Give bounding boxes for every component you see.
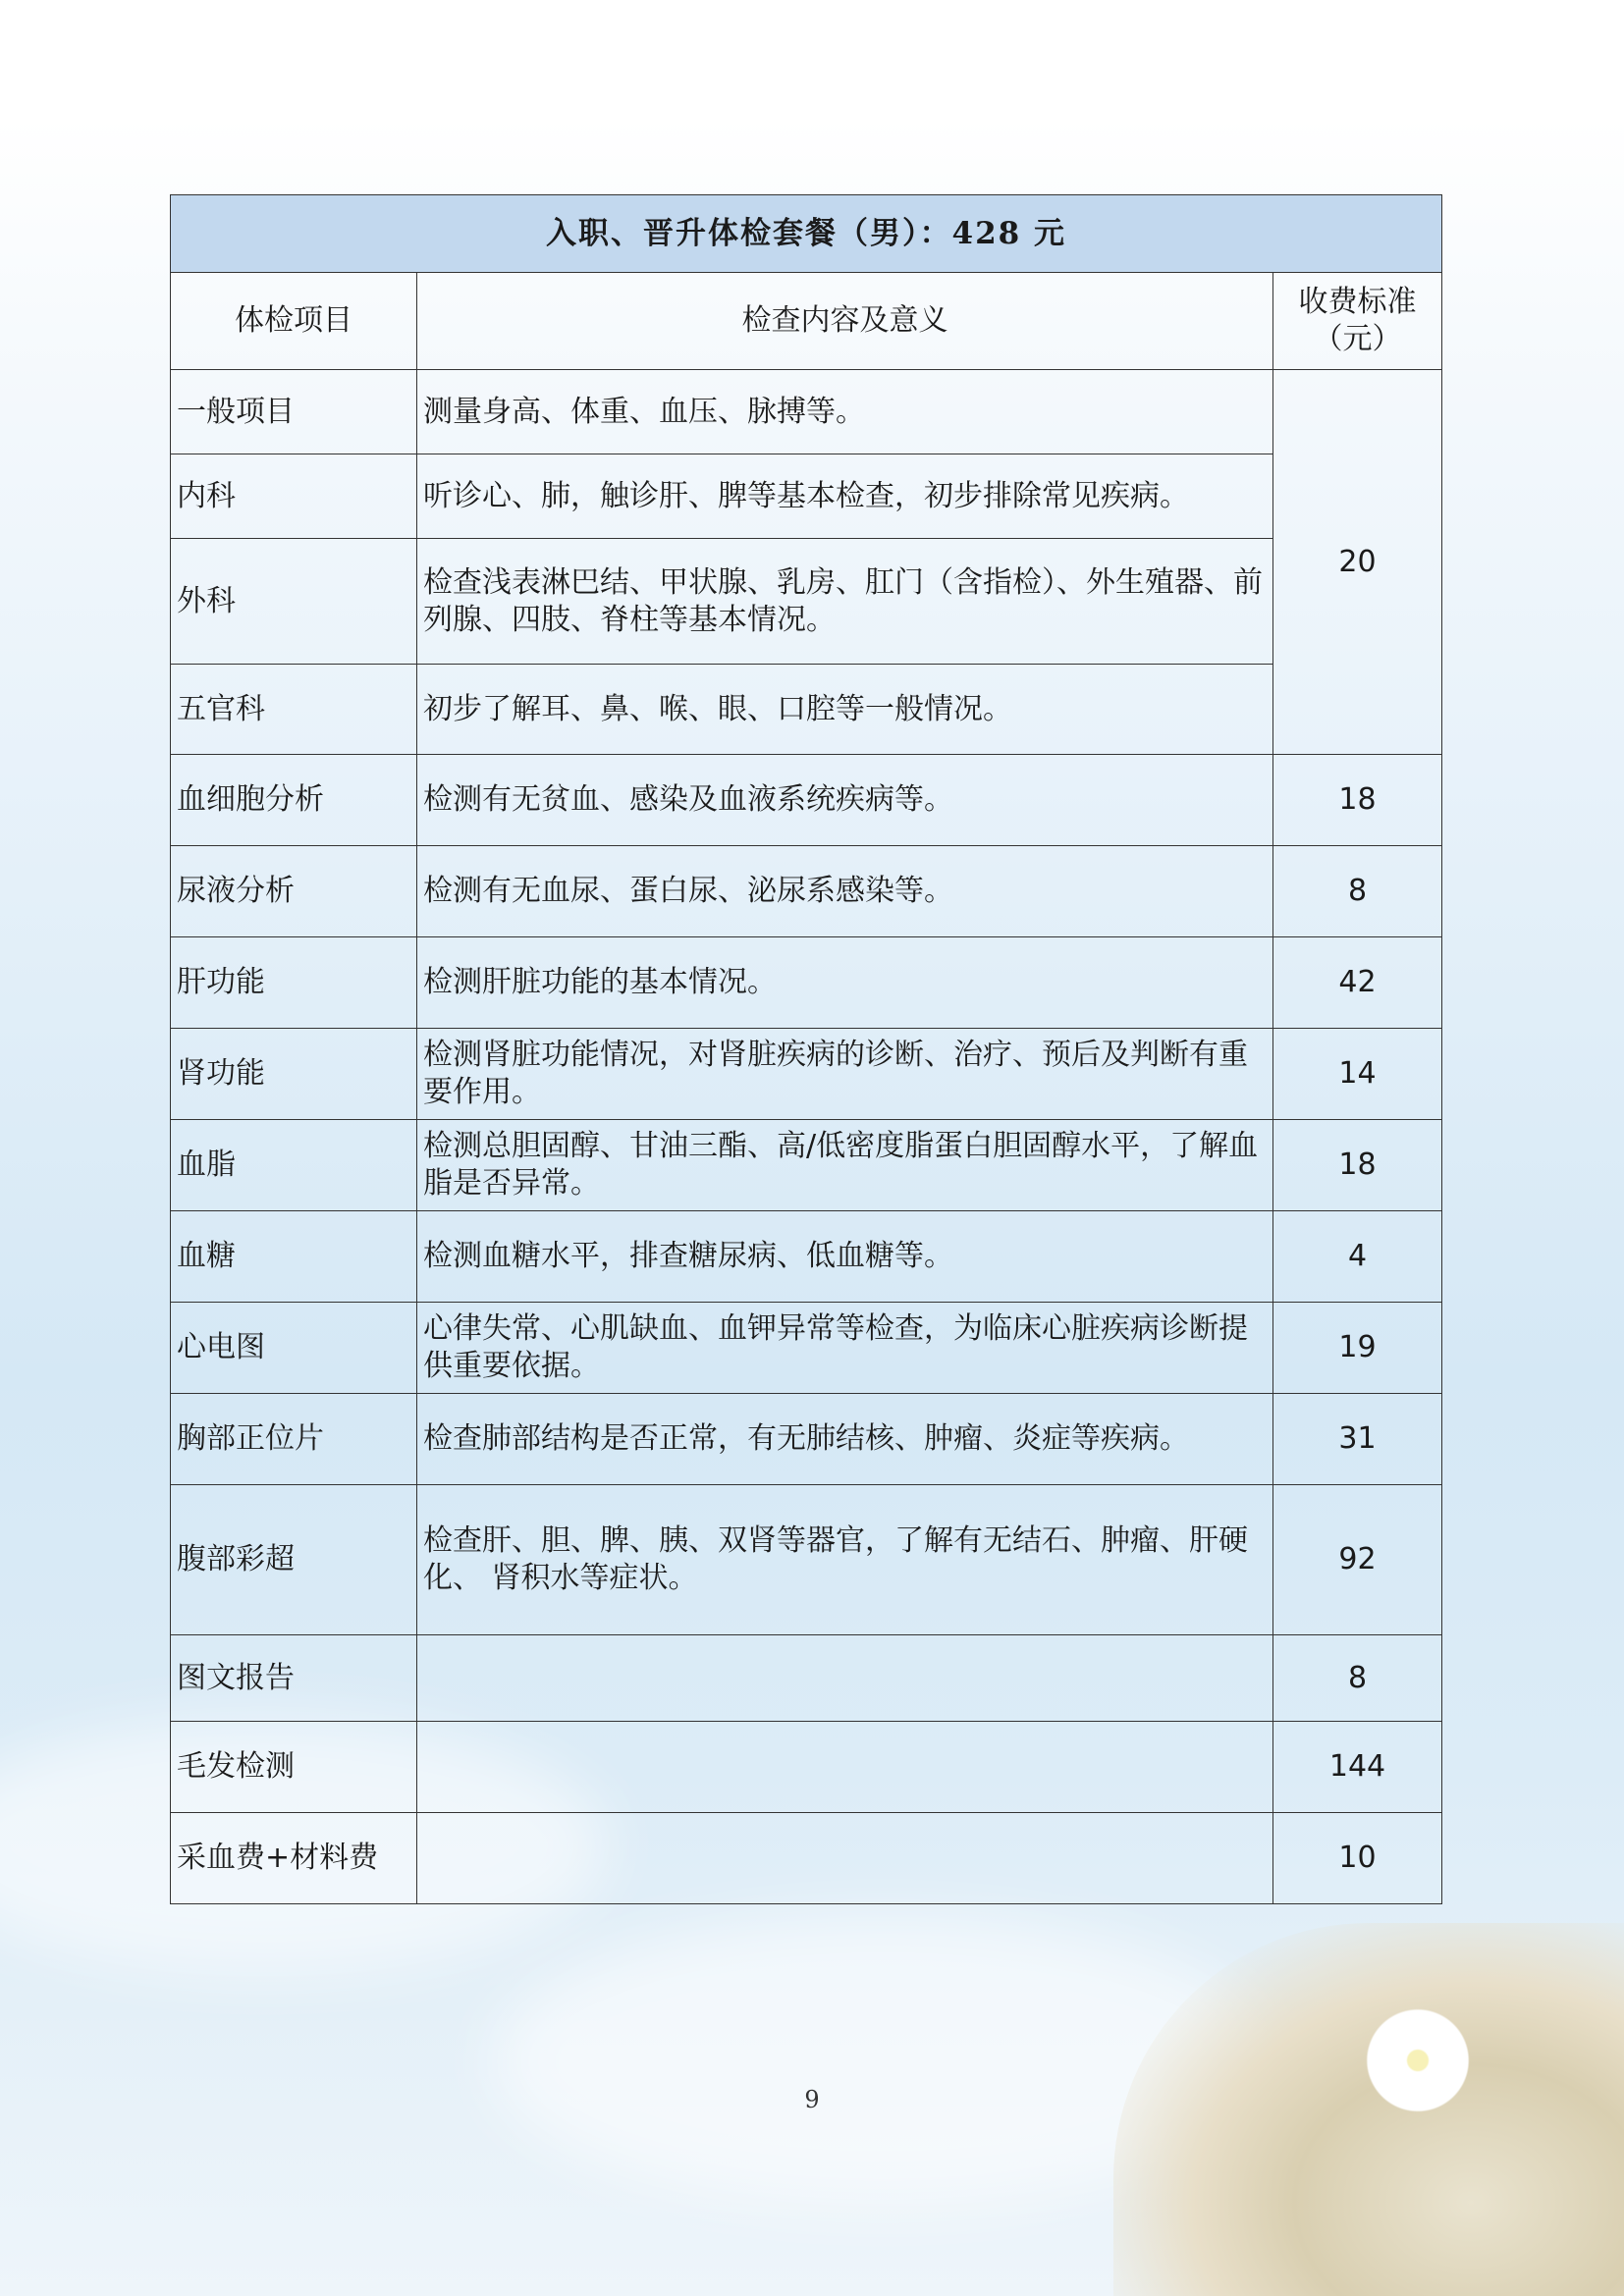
table-row: [171, 370, 1442, 454]
table-row: [171, 1635, 1442, 1722]
page-number: 9: [804, 2086, 820, 2113]
row-item: 图文报告: [171, 1635, 417, 1722]
row-item: 一般项目: [171, 370, 417, 454]
row-content: 检测总胆固醇、甘油三酯、高/低密度脂蛋白胆固醇水平，了解血脂是否异常。: [417, 1120, 1273, 1211]
row-item: 内科: [171, 454, 417, 539]
table-row: [171, 665, 1442, 755]
row-content: 检测肾脏功能情况，对肾脏疾病的诊断、治疗、预后及判断有重要作用。: [417, 1029, 1273, 1120]
row-item: 五官科: [171, 665, 417, 755]
row-fee: 19: [1273, 1303, 1442, 1394]
row-fee: 14: [1273, 1029, 1442, 1120]
row-fee: 20: [1273, 370, 1442, 755]
table-row: [171, 937, 1442, 1029]
table-row: [171, 846, 1442, 937]
row-content: 检查浅表淋巴结、甲状腺、乳房、肛门（含指检）、外生殖器、前列腺、四肢、脊柱等基本情况。: [417, 539, 1273, 665]
row-content: 心律失常、心肌缺血、血钾异常等检查，为临床心脏疾病诊断提供重要依据。: [417, 1303, 1273, 1394]
row-item: 胸部正位片: [171, 1394, 417, 1485]
row-item: 血糖: [171, 1211, 417, 1303]
row-fee: 92: [1273, 1485, 1442, 1635]
header-fee: 收费标准 （元）: [1273, 273, 1442, 370]
header-item: 体检项目: [171, 273, 417, 370]
table-row: [171, 1813, 1442, 1904]
table-row: [171, 1029, 1442, 1120]
row-fee: 144: [1273, 1722, 1442, 1813]
row-item: 毛发检测: [171, 1722, 417, 1813]
row-item: 肝功能: [171, 937, 417, 1029]
row-content: 测量身高、体重、血压、脉搏等。: [417, 370, 1273, 454]
row-item: 心电图: [171, 1303, 417, 1394]
table-row: [171, 1485, 1442, 1635]
table-header-row: [171, 273, 1442, 370]
row-content: [417, 1813, 1273, 1904]
row-content: 检测有无贫血、感染及血液系统疾病等。: [417, 755, 1273, 846]
row-item: 血细胞分析: [171, 755, 417, 846]
table-row: [171, 454, 1442, 539]
table-row: [171, 1394, 1442, 1485]
row-content: 听诊心、肺，触诊肝、脾等基本检查，初步排除常见疾病。: [417, 454, 1273, 539]
row-fee: 31: [1273, 1394, 1442, 1485]
row-content: [417, 1635, 1273, 1722]
row-content: 检测肝脏功能的基本情况。: [417, 937, 1273, 1029]
row-fee: 42: [1273, 937, 1442, 1029]
row-fee: 18: [1273, 1120, 1442, 1211]
row-content: 检查肺部结构是否正常，有无肺结核、肿瘤、炎症等疾病。: [417, 1394, 1273, 1485]
table-title: 入职、晋升体检套餐（男）：428 元: [171, 195, 1442, 273]
header-content: 检查内容及意义: [417, 273, 1273, 370]
row-content: 检测血糖水平，排查糖尿病、低血糖等。: [417, 1211, 1273, 1303]
table-title-row: [171, 195, 1442, 273]
row-fee: 18: [1273, 755, 1442, 846]
table-row: [171, 1120, 1442, 1211]
row-content: [417, 1722, 1273, 1813]
row-content: 初步了解耳、鼻、喉、眼、口腔等一般情况。: [417, 665, 1273, 755]
table-row: [171, 1722, 1442, 1813]
row-item: 腹部彩超: [171, 1485, 417, 1635]
row-fee: 10: [1273, 1813, 1442, 1904]
row-fee: 4: [1273, 1211, 1442, 1303]
row-content: 检查肝、胆、脾、胰、双肾等器官，了解有无结石、肿瘤、肝硬化、 肾积水等症状。: [417, 1485, 1273, 1635]
table-row: [171, 539, 1442, 665]
table-row: [171, 1211, 1442, 1303]
row-fee: 8: [1273, 846, 1442, 937]
table-row: [171, 1303, 1442, 1394]
table-row: [171, 755, 1442, 846]
row-content: 检测有无血尿、蛋白尿、泌尿系感染等。: [417, 846, 1273, 937]
row-fee: 8: [1273, 1635, 1442, 1722]
row-item: 采血费+材料费: [171, 1813, 417, 1904]
row-item: 血脂: [171, 1120, 417, 1211]
row-item: 肾功能: [171, 1029, 417, 1120]
row-item: 外科: [171, 539, 417, 665]
exam-package-table: [170, 194, 1442, 1904]
row-item: 尿液分析: [171, 846, 417, 937]
